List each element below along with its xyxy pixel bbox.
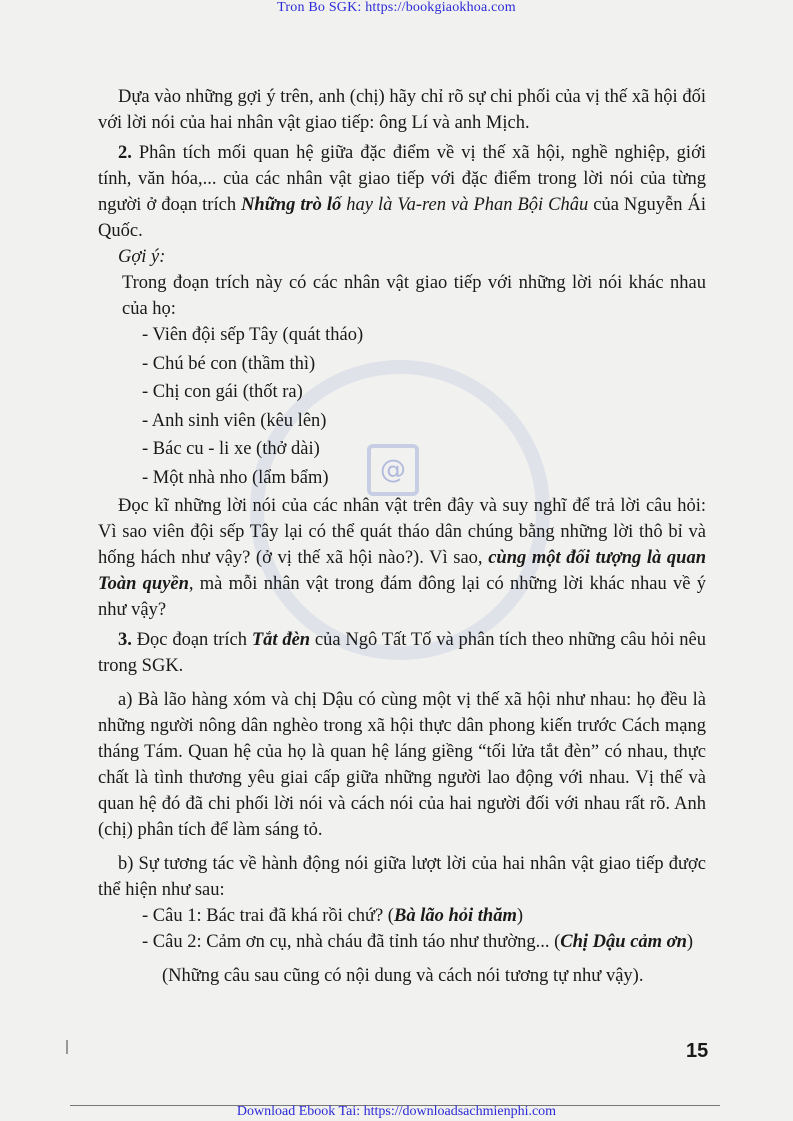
- list-item: - Anh sinh viên (kêu lên): [142, 410, 327, 431]
- question-2-text: Phân tích mối quan hệ giữa đặc điểm về vị thế xã hội, nghề nghiệp, giới tính, văn hóa,... của các nhân vật giao tiếp với đặc điểm trong lời nói của từng người ở đoạn trích: [98, 143, 706, 215]
- paragraph-intro: [98, 84, 706, 136]
- character-list: [98, 322, 706, 491]
- reading-question-text-end: , mà mỗi nhân vật trong đám đông lại có những lời khác nhau về ý như vậy?: [98, 574, 706, 620]
- paragraph-reading-question: [98, 493, 706, 623]
- paragraph-characters-intro: [98, 270, 706, 322]
- question-2-number: 2.: [118, 143, 132, 163]
- header-source-link[interactable]: Tron Bo SGK: https://bookgiaokhoa.com: [277, 0, 516, 15]
- question-2-work-title: Những trò lố: [241, 195, 342, 215]
- margin-mark: [66, 1040, 68, 1054]
- exchange-line-2-note: Chị Dậu cảm ơn: [560, 932, 687, 952]
- list-item: - Viên đội sếp Tây (quát tháo): [142, 325, 364, 345]
- paragraph-question-3: [98, 627, 706, 679]
- question-3-number: 3.: [118, 630, 132, 650]
- exchange-line-1-text: - Câu 1: Bác trai đã khá rồi chứ? (: [142, 906, 394, 926]
- question-2-author: của Nguyễn Ái Quốc.: [98, 195, 706, 241]
- paragraph-intro-text: Dựa vào những gợi ý trên, anh (chị) hãy chỉ rõ sự chi phối của vị thế xã hội đối với lời nói của hai nhân vật giao tiếp: ông Lí và anh Mịch.: [98, 87, 706, 133]
- at-sign-icon: @: [367, 444, 419, 496]
- exchange-line-1-close: ): [516, 906, 524, 926]
- question-3-text-end: của Ngô Tất Tố và phân tích theo những câu hỏi nêu trong SGK.: [98, 630, 706, 676]
- paragraph-closing-note: (Những câu sau cũng có nội dung và cách nói tương tự như vậy).: [162, 966, 644, 986]
- page-body: [98, 84, 706, 989]
- footer-download-link[interactable]: Download Ebook Tai: https://downloadsachmienphi.com: [236, 1104, 557, 1119]
- characters-intro-text: Trong đoạn trích này có các nhân vật giao tiếp với những lời nói khác nhau của họ:: [122, 273, 706, 319]
- hint-label: Gợi ý:: [118, 247, 166, 267]
- list-item: - Một nhà nho (lẩm bẩm): [142, 467, 329, 488]
- question-2-connector: hay là: [341, 195, 398, 215]
- reading-question-emphasis: cùng một đối tượng là quan Toàn quyền: [98, 548, 706, 594]
- reading-question-text: Đọc kĩ những lời nói của các nhân vật trên đây và suy nghĩ để trả lời câu hỏi: Vì sao viên đội sếp Tây lại có thể quát tháo dân chúng bằng những lời thô bỉ và hống hách như vậy? (ở vị thế xã hội nào?). Vì sao,: [98, 496, 706, 568]
- exchange-line-1-note: Bà lão hỏi thăm: [393, 906, 517, 926]
- list-item: - Chú bé con (thầm thì): [142, 353, 316, 374]
- exchange-line-2-text: - Câu 2: Cảm ơn cụ, nhà cháu đã tỉnh táo như thường... (: [142, 932, 561, 952]
- exchange-line-2: [98, 929, 706, 955]
- page-number: 15: [686, 1040, 709, 1062]
- question-2-work-title-2: Va-ren và Phan Bội Châu: [397, 195, 589, 215]
- paragraph-part-b: b) Sự tương tác về hành động nói giữa lượt lời của hai nhân vật giao tiếp được thể hiện như sau:: [98, 854, 706, 900]
- question-3-work-title: Tắt đèn: [251, 630, 311, 650]
- exchange-line-2-close: ): [686, 932, 694, 952]
- paragraph-part-a: a) Bà lão hàng xóm và chị Dậu có cùng một vị thế xã hội như nhau: họ đều là những người nông dân nghèo trong xã hội thực dân phong kiến trước Cách mạng tháng Tám. Quan hệ của họ là quan hệ láng giềng “tối lửa tắt đèn” có nhau, thực chất là tình thương yêu giai cấp giữa những người lao động với nhau. Vị thế và quan hệ đó đã chi phối lời nói và cách nói của hai người đối với nhau rất rõ. Anh (chị) phân tích để làm sáng tỏ.: [98, 690, 706, 840]
- paragraph-question-2: [98, 140, 706, 244]
- list-item: - Bác cu - li xe (thở dài): [142, 439, 320, 459]
- question-3-text: Đọc đoạn trích: [131, 630, 252, 650]
- list-item: - Chị con gái (thốt ra): [142, 382, 303, 402]
- exchange-line-1: [98, 903, 706, 929]
